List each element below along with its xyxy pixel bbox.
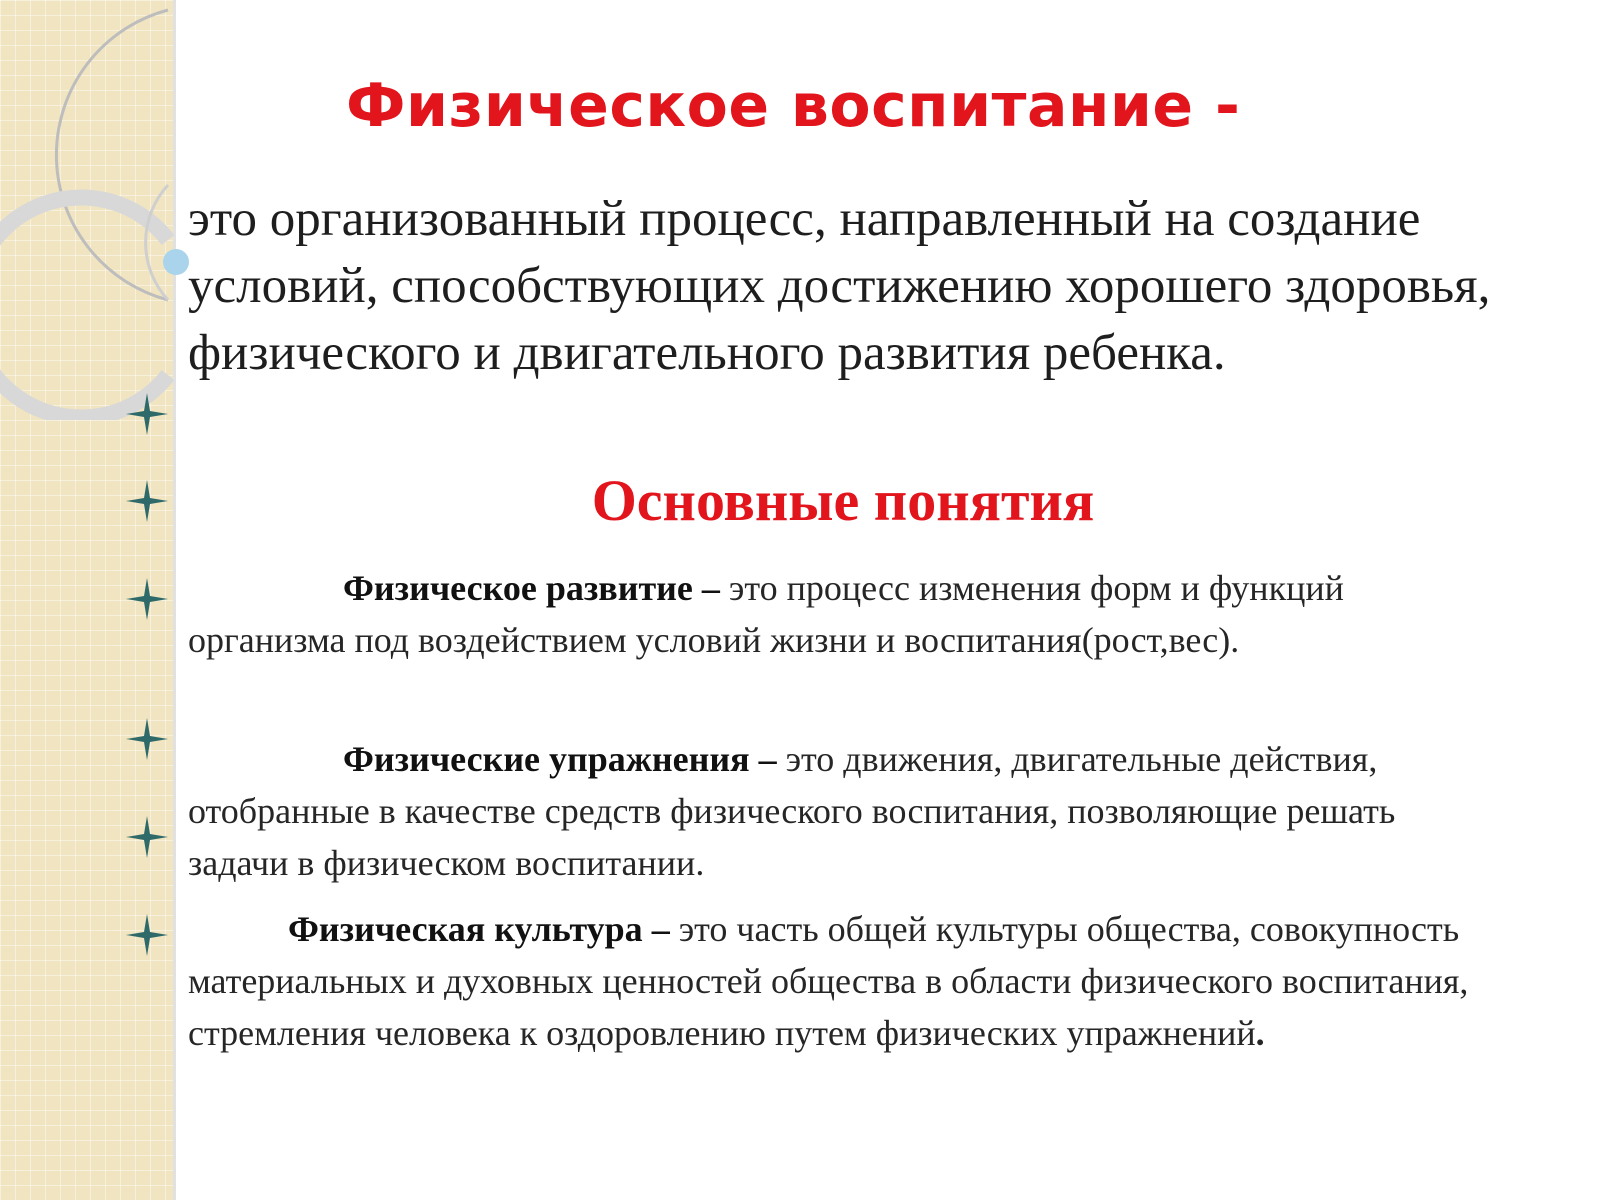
four-point-star-icon bbox=[124, 391, 170, 437]
four-point-star-icon bbox=[124, 716, 170, 762]
concept-term: Физическая культура bbox=[288, 909, 643, 949]
concept-end: . bbox=[1255, 1013, 1265, 1053]
four-point-star-icon bbox=[124, 576, 170, 622]
concept-text: это процесс изменения форм и функций организма под воздействием условий жизни и воспитания(рост,вес). bbox=[188, 568, 1344, 660]
slide-title: Физическое воспитание - bbox=[346, 71, 1241, 141]
four-point-star-icon bbox=[124, 478, 170, 524]
accent-dot bbox=[163, 249, 189, 275]
concept-physical-development bbox=[188, 562, 1478, 666]
four-point-star-icon bbox=[124, 912, 170, 958]
concept-dash: – bbox=[692, 568, 729, 608]
concept-term: Физическое развитие bbox=[343, 568, 693, 608]
concept-dash: – bbox=[642, 909, 679, 949]
section-heading: Основные понятия bbox=[591, 468, 1095, 533]
concept-text: это движения, двигательные действия, отобранные в качестве средств физического воспитания, позволяющие решать задачи в физическом воспитании. bbox=[188, 739, 1396, 883]
concept-physical-exercises bbox=[188, 733, 1478, 889]
slide-content bbox=[188, 0, 1508, 1200]
four-point-star-icon bbox=[124, 814, 170, 860]
definition-paragraph: это организованный процесс, направленный на создание условий, способствующих достижению хорошего здоровья, физического и двигательного развития ребенка. bbox=[188, 191, 1491, 381]
concept-dash: – bbox=[749, 739, 786, 779]
concept-text: это часть общей культуры общества, совокупность материальных и духовных ценностей общества в области физического воспитания, стремления человека к оздоровлению путем физических упражнений bbox=[188, 909, 1469, 1053]
concept-term: Физические упражнения bbox=[343, 739, 750, 779]
concept-physical-culture bbox=[188, 903, 1478, 1059]
